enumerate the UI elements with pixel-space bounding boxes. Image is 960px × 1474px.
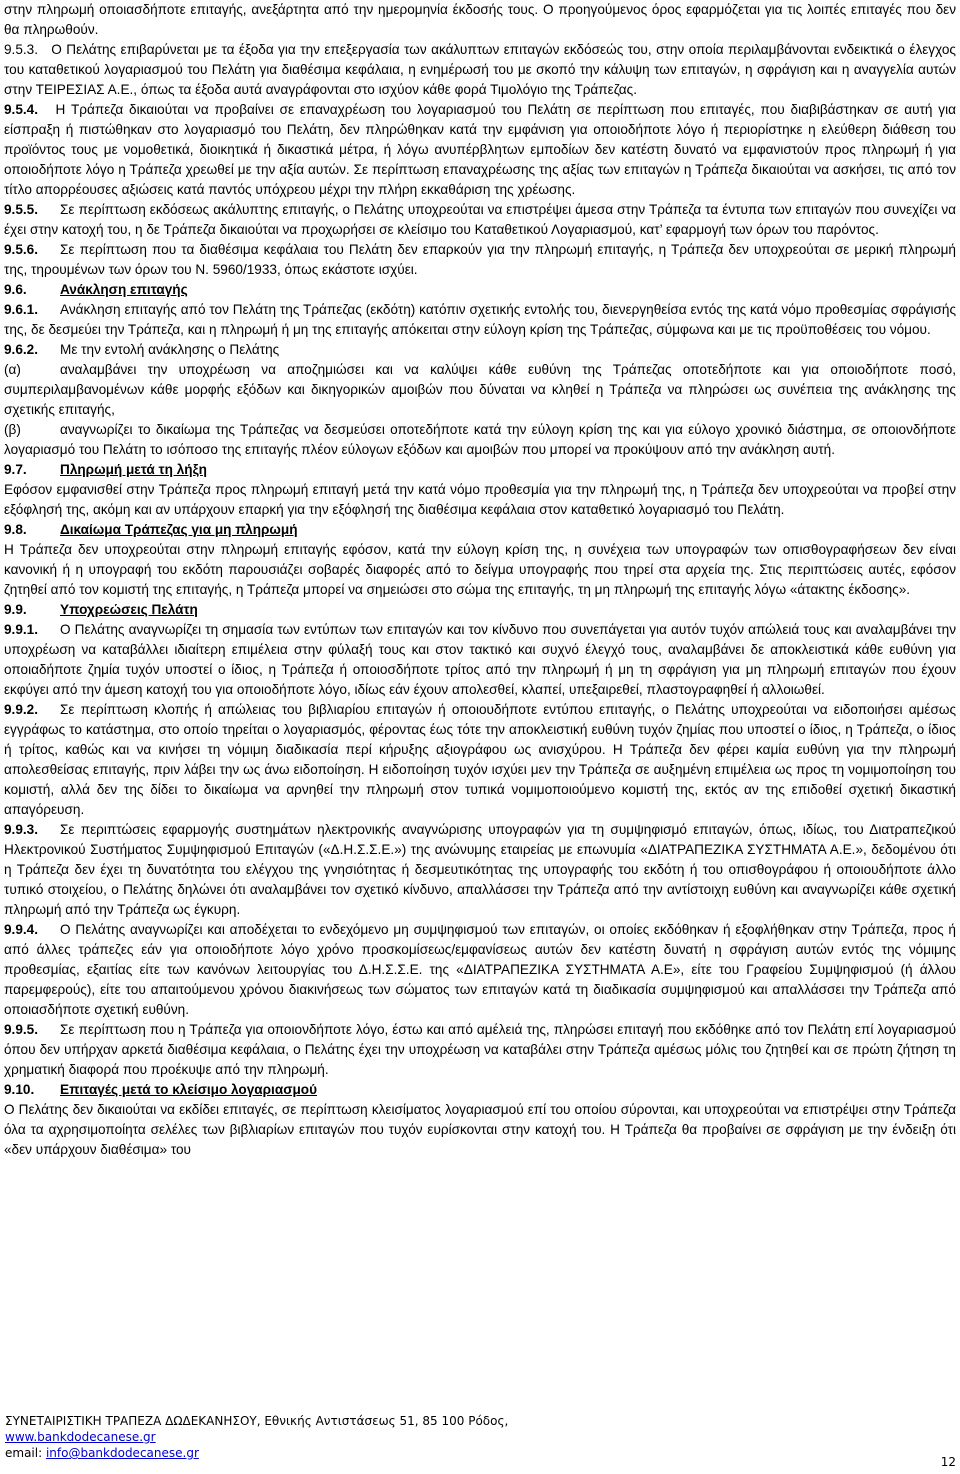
page-number: 12 bbox=[940, 1455, 956, 1469]
footer-email-link[interactable]: info@bankdodecanese.gr bbox=[45, 1446, 199, 1460]
footer-address: ΣΥΝΕΤΑΙΡΙΣΤΙΚΗ ΤΡΑΠΕΖΑ ΔΩΔΕΚΑΝΗΣΟΥ, Εθνικής Αντιστάσεως 51, 85 100 Ρόδος, bbox=[5, 1414, 509, 1428]
paragraph-9-9-2: 9.9.2. Σε περίπτωση κλοπής ή απώλειας του βιβλιαρίου επιταγών ή οποιουδήποτε εντύπου επιταγής, ο Πελάτης υποχρεούται να ειδοποιήσει αμέσως εγγράφως το κατάστημα, στο οποίο τηρείται ο λογαριασμός, φέροντας έως τότε την αποκλειστική ευθύνη τυχόν ζημίας που υποστεί ο ίδιος, η Τράπεζα, ο ίδιος ή τρίτος, καθώς και να κινήσει τη νόμιμη διαδικασία περί κήρυξης αξιογράφου ως ανισχύρου. Η Τράπεζα δεν φέρει καμία ευθύνη για την πληρωμή απολεσθείσας επιταγής, πριν λάβει την ως άνω ειδοποίηση. Η ειδοποίηση τυχόν ισχύει μεν την Τράπεζα σε αυξημένη επιμέλεια ως προς τη νομιμοποίηση του κομιστή, αλλά δεν της δίδει το δικαίωμα να αρνηθεί την πληρωμή στον τυπικά νομιμοποιούμενο κομιστή της, εκτός αν της επιδοθεί σχετική δικαστική απαγόρευση. bbox=[4, 702, 956, 817]
paragraph-9-5-4: 9.5.4. Η Τράπεζα δικαιούται να προβαίνει σε επαναχρέωση του λογαριασμού του Πελάτη σε περίπτωση που επιταγές, που διαβιβάστηκαν σε αυτή για είσπραξη ή πιστώθηκαν στο λογαριασμό του Πελάτη, δεν πληρώθηκαν κατά την εμφάνιση για οποιοδήποτε λόγο ή περιορίστηκε η ελεύθερη διάθεση του προϊόντος τους με νομοθετικά, διοικητικά ή δικαστικά μέτρα, ή λόγω ανυπέρβλητων εμποδίων δεν κατέστη δυνατό να εμφανιστούν προς πληρωμή ή για οποιοδήποτε λόγο η Τράπεζα χρεωθεί με την αξία αυτών. Σε περίπτωση επαναχρέωσης της αξίας των επιταγών η Τράπεζα δικαιούται να ασκήσει, τις από τον τίτλο απορρέουσες αξιώσεις κατά παντός υπόχρεου μέχρι την πλήρη εκκαθάριση της χρέωσης. bbox=[4, 102, 956, 197]
page-footer bbox=[5, 1413, 508, 1461]
paragraph-9-5-5: 9.5.5. Σε περίπτωση εκδόσεως ακάλυπτης επιταγής, ο Πελάτης υποχρεούται να επιστρέψει άμεσα στην Τράπεζα τα έντυπα των επιταγών που συνεχίζει να έχει στην κατοχή του, η δε Τράπεζα δικαιούται να προχωρήσει σε κλείσιμο του Καταθετικού Λογαριασμού, κατ’ εφαρμογή των όρων του παρόντος. bbox=[4, 202, 956, 237]
footer-email-line: email: info@bankdodecanese.gr bbox=[5, 1446, 199, 1460]
paragraph-9-8: Η Τράπεζα δεν υποχρεούται στην πληρωμή επιταγής εφόσον, κατά την εύλογη κρίση της, η συνέχεια των υπογραφών των οπισθογραφήσεων δεν είναι κανονική ή η υπογραφή του εκδότη παρουσιάζει σοβαρές διαφορές από το δείγμα υπογραφής που τηρεί στα αρχεία της. Στις περιπτώσεις αυτές, εφόσον ζητηθεί από τον κομιστή της επιταγής, η Τράπεζα μπορεί να σημειώσει στο σώμα της επιταγής, τη μη πληρωμή της επιταγής λόγω «άτακτης έκδοσης». bbox=[4, 542, 956, 597]
paragraph-9-9-4: 9.9.4. Ο Πελάτης αναγνωρίζει και αποδέχεται το ενδεχόμενο μη συμψηφισμού των επιταγών, οι οποίες εκδόθηκαν ή εξοφλήθηκαν στην Τράπεζα, προς ή από άλλες τράπεζες εάν για οποιοδήποτε λόγο χρόνο προσκομίσεως/εμφανίσεως αυτών δεν κατέστη δυνατή η σφράγιση αυτών εντός της νόμιμης προθεσμίας, εξαιτίας είτε των κανόνων λειτουργίας του Δ.Η.Σ.Σ.Ε. της «ΔΙΑΤΡΑΠΕΖΙΚΑ ΣΥΣΤΗΜΑΤΑ Α.Ε», είτε του Γραφείου Συμψηφισμού (ή άλλου παρεμφερούς), είτε του απαιτούμενου χρόνου διακινήσεως των σώματος των επιταγών κατά τη διαδικασία συμψηφισμού και απαλλάσσει την Τράπεζα από οποιασδήποτε σχετική ευθύνη. bbox=[4, 922, 956, 1017]
paragraph-9-5-6: 9.5.6. Σε περίπτωση που τα διαθέσιμα κεφάλαια του Πελάτη δεν επαρκούν για την πληρωμή επιταγής, η Τράπεζα δεν υποχρεούται σε μερική πληρωμή της, τηρουμένων των όρων του Ν. 5960/1933, όπως εκάστοτε ισχύει. bbox=[4, 242, 956, 277]
document-page bbox=[4, 0, 956, 1474]
section-heading-9-9: 9.9. Υποχρεώσεις Πελάτη bbox=[4, 602, 198, 617]
paragraph-continuation: στην πληρωμή οποιασδήποτε επιταγής, ανεξάρτητα από την ημερομηνία έκδοσής τους. Ο προηγούμενος όρος εφαρμόζεται για τις λοιπές επιταγές που δεν θα πληρωθούν. bbox=[4, 2, 956, 37]
section-heading-9-7: 9.7. Πληρωμή μετά τη λήξη bbox=[4, 462, 207, 477]
paragraph-9-5-3: 9.5.3. Ο Πελάτης επιβαρύνεται με τα έξοδα για την επεξεργασία των ακάλυπτων επιταγών εκδόσεώς του, στην οποία περιλαμβάνονται ενδεικτικά ο έλεγχος του καταθετικού λογαριασμού του Πελάτη για διαθέσιμα κεφάλαια, η ενημέρωσή του με σκοπό την κάλυψη των επιταγών, η σφράγιση και η αναγγελία αυτών στην ΤΕΙΡΕΣΙΑΣ Α.Ε., όπως τα έξοδα αυτά αναγράφονται στο ισχύον κάθε φορά Τιμολόγιο της Τράπεζας. bbox=[4, 42, 956, 97]
paragraph-9-7: Εφόσον εμφανισθεί στην Τράπεζα προς πληρωμή επιταγή μετά την κατά νόμο προθεσμία για την πληρωμή της, η Τράπεζα δεν υποχρεούται να προβεί στην εξόφλησή της, ακόμη και αν υπάρχουν επαρκή για την εξόφλησή της διαθέσιμα κεφάλαια στον καταθετικό λογαριασμό του Πελάτη. bbox=[4, 482, 956, 517]
paragraph-9-6-2-b: (β) αναγνωρίζει το δικαίωμα της Τράπεζας να δεσμεύσει οποτεδήποτε κατά την εύλογη κρίση της και για εύλογο χρονικό διάστημα, σε οποιονδήποτε λογαριασμό του Πελάτη το ισόποσο της επιταγής πλέον εύλογων εξόδων και αμοιβών που μπορεί να προκύψουν από την ανάκληση αυτή. bbox=[4, 422, 956, 457]
paragraph-9-10: Ο Πελάτης δεν δικαιούται να εκδίδει επιταγές, σε περίπτωση κλεισίματος λογαριασμού επί του οποίου σύρονται, και υποχρεούται να επιστρέψει στην Τράπεζα όλα τα αχρησιμοποίητα σελέλες των βιβλιαρίων επιταγών που τυχόν ευρίσκονται στην κατοχή του. Η Τράπεζα θα προβαίνει σε σφράγιση με την ένδειξη ότι «δεν υπάρχουν διαθέσιμα» του bbox=[4, 1102, 956, 1157]
paragraph-9-9-1: 9.9.1. Ο Πελάτης αναγνωρίζει τη σημασία των εντύπων των επιταγών και τον κίνδυνο που συνεπάγεται για αυτόν τυχόν απώλειά τους και αναλαμβάνει την υποχρέωση να καταβάλλει ιδιαίτερη επιμέλεια στην φύλαξή τους και στον τακτικό και συχνό έλεγχό τους, αναλαμβάνει δε αποκλειστικά κάθε ευθύνη για οποιαδήποτε ζημία τυχόν υποστεί ο ίδιος, η Τράπεζα ή οποιοσδήποτε τρίτος από την πληρωμή ή μη τη σφράγιση για μη πληρωμή επιταγών που έχουν εκφύγει από την άμεση κατοχή του για οποιοδήποτε λόγο, ιδίως εάν έχουν απολεσθεί, κλαπεί, υπεξαιρεθεί, πλαστογραφηθεί ή αλλοιωθεί. bbox=[4, 622, 956, 697]
paragraph-9-6-2: 9.6.2. Με την εντολή ανάκλησης ο Πελάτης bbox=[4, 342, 280, 357]
section-heading-9-6: 9.6. Ανάκληση επιταγής bbox=[4, 282, 188, 297]
paragraph-9-6-1: 9.6.1. Ανάκληση επιταγής από τον Πελάτη της Τράπεζας (εκδότη) κατόπιν σχετικής εντολής του, διενεργηθείσα εντός της κατά νόμο προθεσμίας σφράγισής της, δε δεσμεύει την Τράπεζα, και η πληρωμή ή μη της επιταγής απόκειται στην εύλογη κρίση της Τράπεζας, σύμφωνα και με τις προϋποθέσεις του νόμου. bbox=[4, 302, 956, 337]
paragraph-9-9-5: 9.9.5. Σε περίπτωση που η Τράπεζα για οποιονδήποτε λόγο, έστω και από αμέλειά της, πληρώσει επιταγή που εκδόθηκε από τον Πελάτη επί λογαριασμού όπου δεν υπήρχαν αρκετά διαθέσιμα κεφάλαια, ο Πελάτης έχει την υποχρέωση να καταβάλει στην Τράπεζα αμέσως μόλις του ζητηθεί και σε πρώτη ζήτηση τη χρηματική διαφορά που προέκυψε από την πληρωμή. bbox=[4, 1022, 956, 1077]
section-heading-9-10: 9.10. Επιταγές μετά το κλείσιμο λογαριασμού bbox=[4, 1082, 318, 1097]
paragraph-9-9-3: 9.9.3. Σε περιπτώσεις εφαρμογής συστημάτων ηλεκτρονικής αναγνώρισης υπογραφών για τη συμψηφισμό επιταγών, όπως, ιδίως, του Διατραπεζικού Ηλεκτρονικού Συστήματος Συμψηφισμού Επιταγών («Δ.Η.Σ.Σ.Ε.») της ανώνυμης εταιρείας με επωνυμία «ΔΙΑΤΡΑΠΕΖΙΚΑ ΣΥΣΤΗΜΑΤΑ Α.Ε.», δεδομένου ότι η Τράπεζα δεν έχει τη δυνατότητα του ελέγχου της γνησιότητας ή δεσμευτικότητας της υπογραφής του εκδότη ή του οπισθογράφου ή οποιουδήποτε άλλο τυπικό στοιχείου, ο Πελάτης δηλώνει ότι αναλαμβάνει τον σχετικό κίνδυνο, απαλλάσσει την Τράπεζα από την αντίστοιχη ευθύνη και αναγνωρίζει κάθε σχετική πληρωμή από την Τράπεζα ως έγκυρη. bbox=[4, 822, 956, 917]
section-heading-9-8: 9.8. Δικαίωμα Τράπεζας για μη πληρωμή bbox=[4, 522, 298, 537]
paragraph-9-6-2-a: (α) αναλαμβάνει την υποχρέωση να αποζημιώσει και να καλύψει κάθε ευθύνη της Τράπεζας οποτεδήποτε και για οποιοδήποτε ποσό, συμπεριλαμβανομένων κάθε μορφής εξόδων και δικηγορικών αμοιβών που δύναται να κληθεί η Τράπεζα να πληρώσει ως συνέπεια της ανάκλησης της σχετικής επιταγής, bbox=[4, 362, 956, 417]
document-body bbox=[4, 0, 956, 1160]
footer-website-link[interactable]: www.bankdodecanese.gr bbox=[5, 1430, 156, 1444]
